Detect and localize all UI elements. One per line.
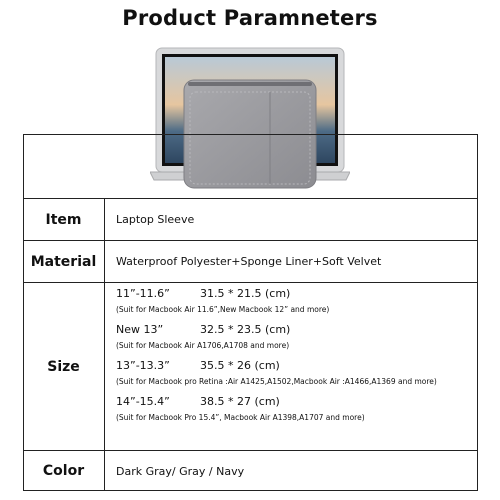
- size-label: Size: [23, 283, 105, 450]
- size-dims: 31.5 * 21.5 (cm): [200, 287, 291, 300]
- size-dims: 38.5 * 27 (cm): [200, 395, 280, 408]
- size-range: 13”-13.3”: [116, 359, 170, 372]
- size-entry: [116, 395, 474, 431]
- row-color: [23, 450, 478, 491]
- size-entry: [116, 287, 474, 323]
- size-note: (Suit for Macbook Pro 15.4”, Macbook Air A1398,A1707 and more): [116, 413, 365, 422]
- size-range: 11”-11.6”: [116, 287, 170, 300]
- size-dims: 35.5 * 26 (cm): [200, 359, 280, 372]
- size-entry: [116, 323, 474, 359]
- size-range: New 13”: [116, 323, 164, 336]
- material-label: Material: [23, 241, 105, 282]
- material-value: Waterproof Polyester+Sponge Liner+Soft Velvet: [116, 255, 382, 268]
- size-entries: [116, 287, 474, 431]
- size-entry: [116, 359, 474, 395]
- size-range: 14”-15.4”: [116, 395, 170, 408]
- size-note: (Suit for Macbook pro Retina :Air A1425,A1502,Macbook Air :A1466,A1369 and more): [116, 377, 437, 386]
- row-item: [23, 198, 478, 240]
- color-value: Dark Gray/ Gray / Navy: [116, 464, 245, 478]
- size-dims: 32.5 * 23.5 (cm): [200, 323, 291, 336]
- page-title: Product Paramneters: [122, 6, 378, 30]
- size-note: (Suit for Macbook Air 11.6”,New Macbook 12” and more): [116, 305, 330, 314]
- item-label: Item: [23, 199, 105, 240]
- size-note: (Suit for Macbook Air A1706,A1708 and more): [116, 341, 290, 350]
- row-size: [23, 282, 478, 450]
- color-label: Color: [23, 451, 105, 491]
- item-value: Laptop Sleeve: [116, 213, 195, 226]
- row-material: [23, 240, 478, 282]
